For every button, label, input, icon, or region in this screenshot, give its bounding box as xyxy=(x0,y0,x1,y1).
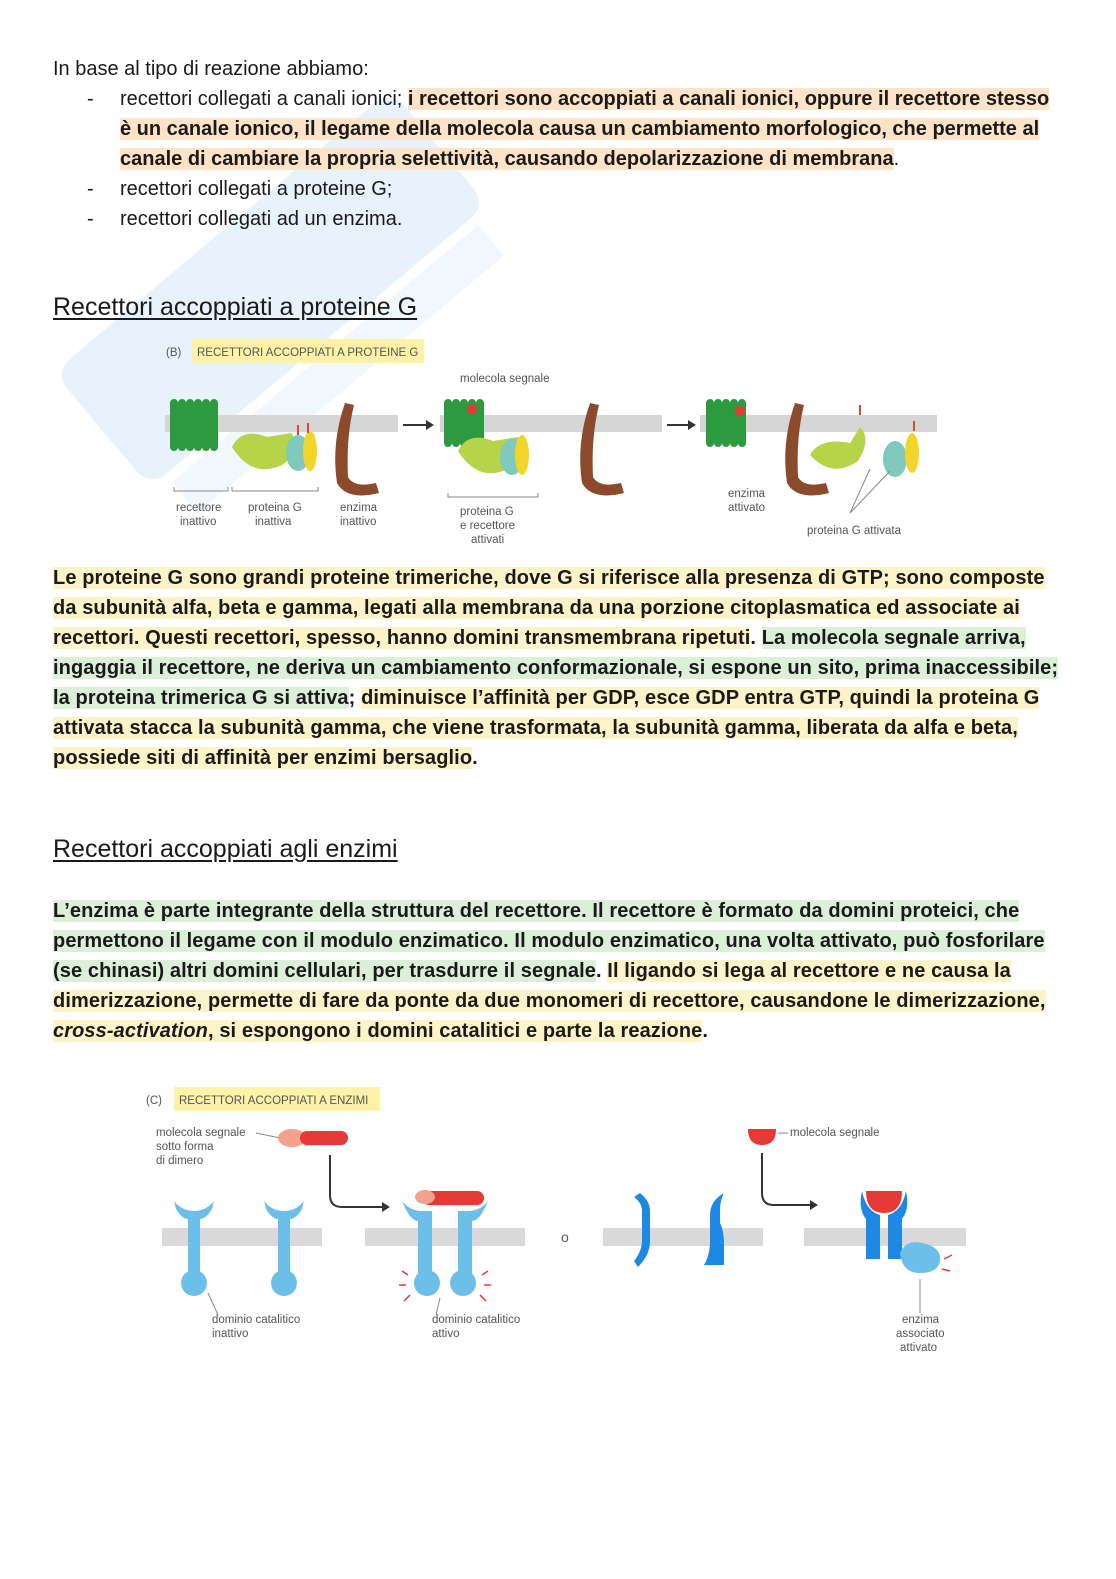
text-highlight: L’enzima è parte integrante della struttura del recettore. Il recettore è formato da domini proteici, che permettono il legame con il modulo enzimatico. Il modulo enzimatico, una volta attivato, può fosforilare (se chinasi) altri domini cellulari, per trasdurre il segnale xyxy=(53,900,1045,982)
membrane xyxy=(365,1228,525,1246)
figure-enzyme-receptors xyxy=(140,1083,980,1368)
punctuation: ; xyxy=(348,687,362,709)
pointer-lines xyxy=(850,469,890,513)
paragraph-proteine-g xyxy=(53,563,1063,773)
label-proteina-g-attivata: proteina G attivata xyxy=(807,525,901,537)
label-molecola-segnale: molecola segnale xyxy=(460,373,550,385)
label-recettore: recettore xyxy=(176,502,222,514)
label-enzima-attivato: attivato xyxy=(728,502,766,514)
receptor-active-shape xyxy=(710,403,745,443)
list-item-text: recettori collegati a proteine G; xyxy=(120,178,393,200)
label-sotto-forma: sotto forma xyxy=(156,1141,214,1153)
label-brackets xyxy=(174,487,318,491)
list-item xyxy=(53,84,1063,174)
figure-title: RECETTORI ACCOPPIATI A PROTEINE G xyxy=(197,347,419,359)
label-dominio-catalitico-inattivo: dominio catalitico xyxy=(212,1314,301,1326)
label-attivati: attivati xyxy=(471,534,505,546)
label-enzima-inattivo: inattivo xyxy=(340,516,377,528)
text-highlight: Le proteine G sono grandi proteine trimeriche, dove G si riferisce alla presenza di GTP; sono composte da subunità alfa, beta e gamma, legati alla membrana da una porzione citoplasmatica ed associate ai recettori. Questi recettori, spesso, hanno domini transmembrana ripetuti xyxy=(53,567,1045,649)
dimer-ligand-shape xyxy=(278,1129,348,1147)
text-highlight: Il ligando si lega al recettore e ne causa la dimerizzazione, permette di fare da ponte da due monomeri di recettore, causandone le dimerizzazione, xyxy=(53,960,1046,1012)
reaction-type-list xyxy=(53,84,1063,234)
label-e-recettore: e recettore xyxy=(460,520,515,532)
figure-gprotein-receptors xyxy=(160,335,950,555)
text-highlight-italic: cross-activation xyxy=(53,1020,208,1042)
section-heading-proteine-g: Recettori accoppiati a proteine G xyxy=(53,293,418,321)
punctuation: . xyxy=(750,627,762,649)
list-item xyxy=(53,204,1063,234)
pointer-line xyxy=(436,1298,440,1315)
g-protein-active-shape xyxy=(458,435,529,475)
punctuation: . xyxy=(595,960,608,982)
label-associato: associato xyxy=(896,1328,945,1340)
label-inattiva: inattiva xyxy=(255,516,292,528)
bullet-dash: - xyxy=(87,178,94,200)
membrane xyxy=(804,1228,966,1246)
bullet-dash: - xyxy=(87,88,94,110)
bullet-dash: - xyxy=(87,208,94,230)
receptor-active-shape xyxy=(448,403,480,443)
label-molecola-segnale: molecola segnale xyxy=(790,1127,880,1139)
list-item-text: recettori collegati ad un enzima. xyxy=(120,208,403,230)
text-highlight: La molecola segnale arriva, ingaggia il recettore, ne deriva un cambiamento conformazionale, si espone un sito, prima inaccessibile; la proteina trimerica G si attiva xyxy=(53,627,1059,709)
label-dominio-catalitico-attivo: dominio catalitico xyxy=(432,1314,521,1326)
text-highlight: diminuisce l’affinità per GDP, esce GDP entra GTP, quindi la proteina G attivata stacca la subunità gamma, che viene trasformata, la subunità gamma, liberata da alfa e beta, possiede siti di affinità per enzimi bersaglio xyxy=(53,687,1040,769)
list-item-highlight: i recettori sono accoppiati a canali ionici, oppure il recettore stesso è un canale ionico, il legame della molecola causa un cambiamento morfologico, che permette al canale di cambiare la propria selettività, causando depolarizzazione di membrana xyxy=(120,88,1050,170)
label-proteina-g: proteina G xyxy=(248,502,302,514)
text-highlight: , si espongono i domini catalitici e parte la reazione xyxy=(208,1020,703,1042)
label-attivo: attivo xyxy=(432,1328,460,1340)
receptor-monomer-inactive-shape xyxy=(174,1201,304,1296)
membrane xyxy=(603,1228,763,1246)
arrow-icon xyxy=(330,1155,390,1212)
label-inattivo: inattivo xyxy=(180,516,217,528)
label-bracket xyxy=(448,493,538,497)
receptor-inactive-shape xyxy=(174,403,214,447)
pointer-line xyxy=(208,1293,218,1315)
intro-block xyxy=(53,54,1063,234)
arrow-icon xyxy=(762,1153,818,1210)
label-attivato: attivato xyxy=(900,1342,938,1354)
paragraph-enzimi xyxy=(53,896,1063,1046)
punctuation: . xyxy=(472,747,478,769)
punctuation: . xyxy=(702,1020,709,1042)
arrow-icon xyxy=(667,420,696,430)
label-inattivo: inattivo xyxy=(212,1328,249,1340)
label-proteina-g-2: proteina G xyxy=(460,506,514,518)
figure-tag: (C) xyxy=(146,1095,162,1107)
punctuation: . xyxy=(893,148,900,170)
separator-o: o xyxy=(561,1229,569,1245)
list-item xyxy=(53,174,1063,204)
section-heading-enzimi: Recettori accoppiati agli enzimi xyxy=(53,835,398,863)
list-item-text: recettori collegati a canali ionici; xyxy=(120,88,408,110)
intro-lead: In base al tipo di reazione abbiamo: xyxy=(53,58,369,80)
label-molecola-dimero: molecola segnale xyxy=(156,1127,246,1139)
label-enzima: enzima xyxy=(902,1314,940,1326)
membrane xyxy=(162,1228,322,1246)
pointer-line xyxy=(256,1133,280,1138)
label-enzima-2: enzima xyxy=(728,488,766,500)
label-enzima: enzima xyxy=(340,502,378,514)
monomer-ligand-shape xyxy=(748,1129,776,1145)
arrow-icon xyxy=(403,420,434,430)
figure-title: RECETTORI ACCOPPIATI A ENZIMI xyxy=(179,1095,369,1107)
label-di-dimero: di dimero xyxy=(156,1155,204,1167)
figure-tag: (B) xyxy=(166,347,182,359)
